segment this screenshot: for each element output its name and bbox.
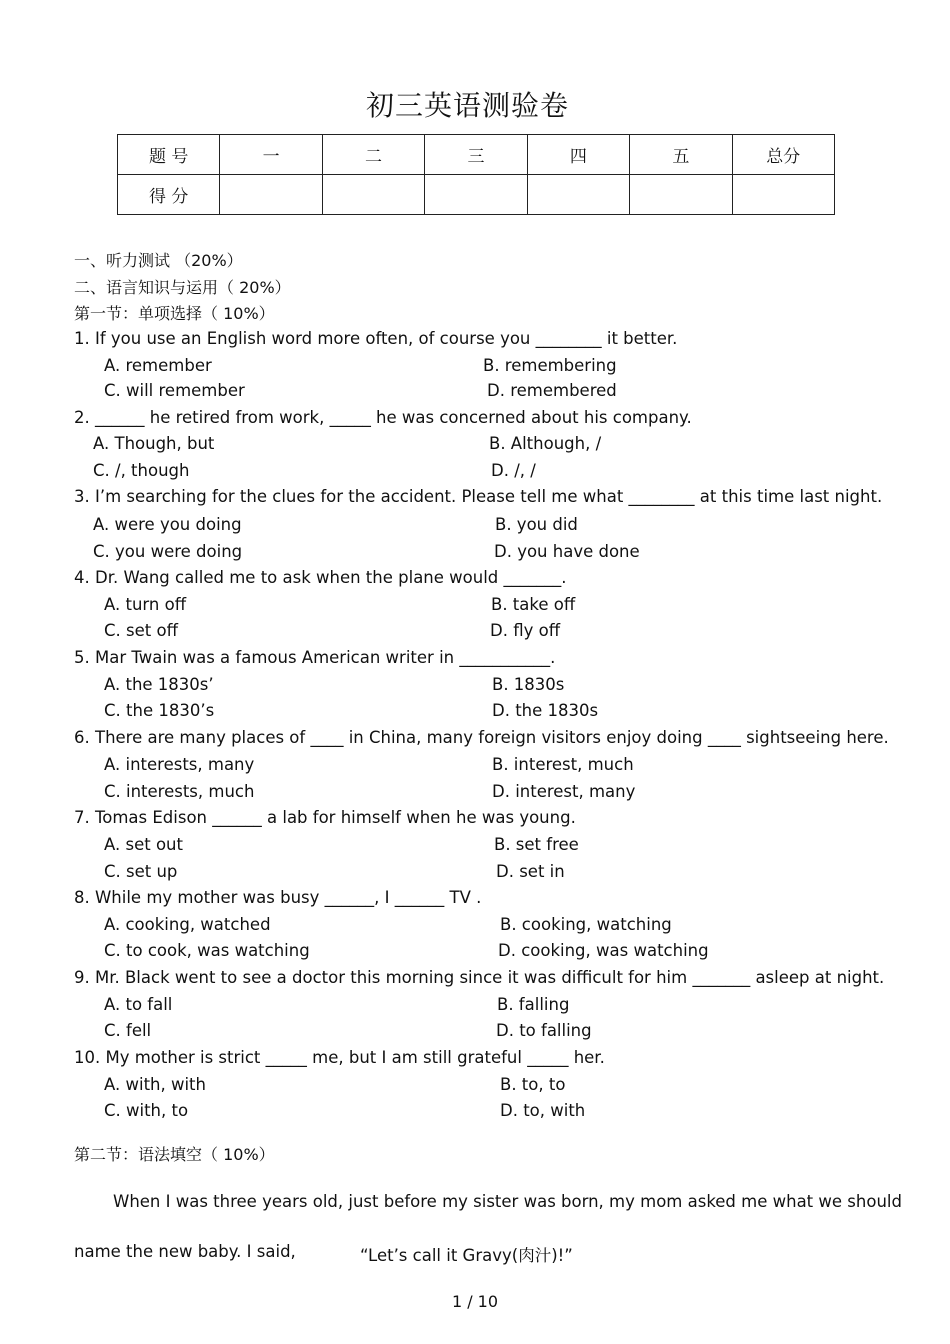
option-d[interactable]: D. remembered	[487, 381, 617, 400]
question-stem: 2. ______ he retired from work, _____ he was concerned about his company.	[74, 408, 692, 427]
passage-line-1: When I was three years old, just before my sister was born, my mom asked me what we should	[113, 1192, 902, 1211]
option-b[interactable]: B. falling	[497, 995, 570, 1014]
score-cell-1: 一	[220, 135, 322, 175]
option-c[interactable]: C. interests, much	[104, 782, 255, 801]
score-cell-label: 题 号	[118, 135, 220, 175]
option-a[interactable]: A. set out	[104, 835, 183, 854]
section-language: 二、语言知识与运用（ 20%）	[74, 278, 291, 297]
option-d[interactable]: D. interest, many	[492, 782, 636, 801]
option-d[interactable]: D. set in	[496, 862, 565, 881]
option-b[interactable]: B. take off	[491, 595, 576, 614]
question-stem: 4. Dr. Wang called me to ask when the plane would _______.	[74, 568, 567, 587]
option-a[interactable]: A. remember	[104, 356, 212, 375]
page-number: 1 / 10	[451, 1292, 499, 1311]
option-a[interactable]: A. with, with	[104, 1075, 206, 1094]
score-input-2[interactable]	[322, 175, 424, 215]
score-input-total[interactable]	[732, 175, 834, 215]
question-stem: 1. If you use an English word more often, of course you ________ it better.	[74, 329, 678, 348]
option-b[interactable]: B. cooking, watching	[500, 915, 672, 934]
section-listening: 一、听力测试 （20%）	[74, 251, 243, 270]
question-stem: 9. Mr. Black went to see a doctor this morning since it was difficult for him _______ asleep at night.	[74, 968, 885, 987]
option-b[interactable]: B. you did	[495, 515, 578, 534]
score-cell-5: 五	[630, 135, 732, 175]
option-c[interactable]: C. set up	[104, 862, 178, 881]
option-a[interactable]: A. were you doing	[93, 515, 242, 534]
question-stem: 7. Tomas Edison ______ a lab for himself when he was young.	[74, 808, 576, 827]
question-stem: 10. My mother is strict _____ me, but I am still grateful _____ her.	[74, 1048, 605, 1067]
option-b[interactable]: B. set free	[494, 835, 579, 854]
option-d[interactable]: D. to falling	[496, 1021, 592, 1040]
option-c[interactable]: C. the 1830’s	[104, 701, 215, 720]
option-d[interactable]: D. fly off	[490, 621, 561, 640]
score-table-score-row	[118, 175, 835, 215]
option-b[interactable]: B. to, to	[500, 1075, 566, 1094]
option-c[interactable]: C. to cook, was watching	[104, 941, 310, 960]
option-c[interactable]: C. fell	[104, 1021, 152, 1040]
score-table-header-row	[118, 135, 835, 175]
score-input-3[interactable]	[425, 175, 527, 215]
passage-line-2: name the new baby. I said,	[74, 1242, 296, 1261]
score-input-5[interactable]	[630, 175, 732, 215]
option-a[interactable]: A. to fall	[104, 995, 173, 1014]
option-d[interactable]: D. to, with	[500, 1101, 586, 1120]
option-c[interactable]: C. /, though	[93, 461, 190, 480]
option-d[interactable]: D. you have done	[494, 542, 640, 561]
option-c[interactable]: C. with, to	[104, 1101, 189, 1120]
option-d[interactable]: D. the 1830s	[492, 701, 599, 720]
option-b[interactable]: B. Although, /	[489, 434, 602, 453]
score-cell-4: 四	[527, 135, 629, 175]
option-d[interactable]: D. cooking, was watching	[498, 941, 709, 960]
option-b[interactable]: B. interest, much	[492, 755, 634, 774]
option-a[interactable]: A. cooking, watched	[104, 915, 271, 934]
score-table	[117, 134, 835, 215]
question-stem: 6. There are many places of ____ in China, many foreign visitors enjoy doing ____ sightseeing here.	[74, 728, 889, 747]
page-title: 初三英语测验卷	[365, 89, 569, 122]
passage-quote: “Let’s call it Gravy(肉汁)!”	[360, 1246, 573, 1265]
option-d[interactable]: D. /, /	[491, 461, 536, 480]
score-input-4[interactable]	[527, 175, 629, 215]
option-a[interactable]: A. Though, but	[93, 434, 215, 453]
option-b[interactable]: B. remembering	[483, 356, 617, 375]
section-multiple-choice: 第一节：单项选择（ 10%）	[74, 304, 275, 323]
score-cell-3: 三	[425, 135, 527, 175]
option-c[interactable]: C. set off	[104, 621, 178, 640]
option-a[interactable]: A. turn off	[104, 595, 187, 614]
option-a[interactable]: A. the 1830s’	[104, 675, 214, 694]
option-c[interactable]: C. you were doing	[93, 542, 243, 561]
question-stem: 5. Mar Twain was a famous American writer in ___________.	[74, 648, 556, 667]
score-input-1[interactable]	[220, 175, 322, 215]
score-cell-total: 总分	[732, 135, 834, 175]
option-b[interactable]: B. 1830s	[492, 675, 565, 694]
score-cell-2: 二	[322, 135, 424, 175]
option-a[interactable]: A. interests, many	[104, 755, 255, 774]
option-c[interactable]: C. will remember	[104, 381, 245, 400]
question-stem: 8. While my mother was busy ______, I ______ TV .	[74, 888, 482, 907]
score-row-label: 得 分	[118, 175, 220, 215]
question-stem: 3. I’m searching for the clues for the accident. Please tell me what ________ at this time last night.	[74, 487, 883, 506]
section-grammar-fill: 第二节：语法填空（ 10%）	[74, 1145, 275, 1164]
